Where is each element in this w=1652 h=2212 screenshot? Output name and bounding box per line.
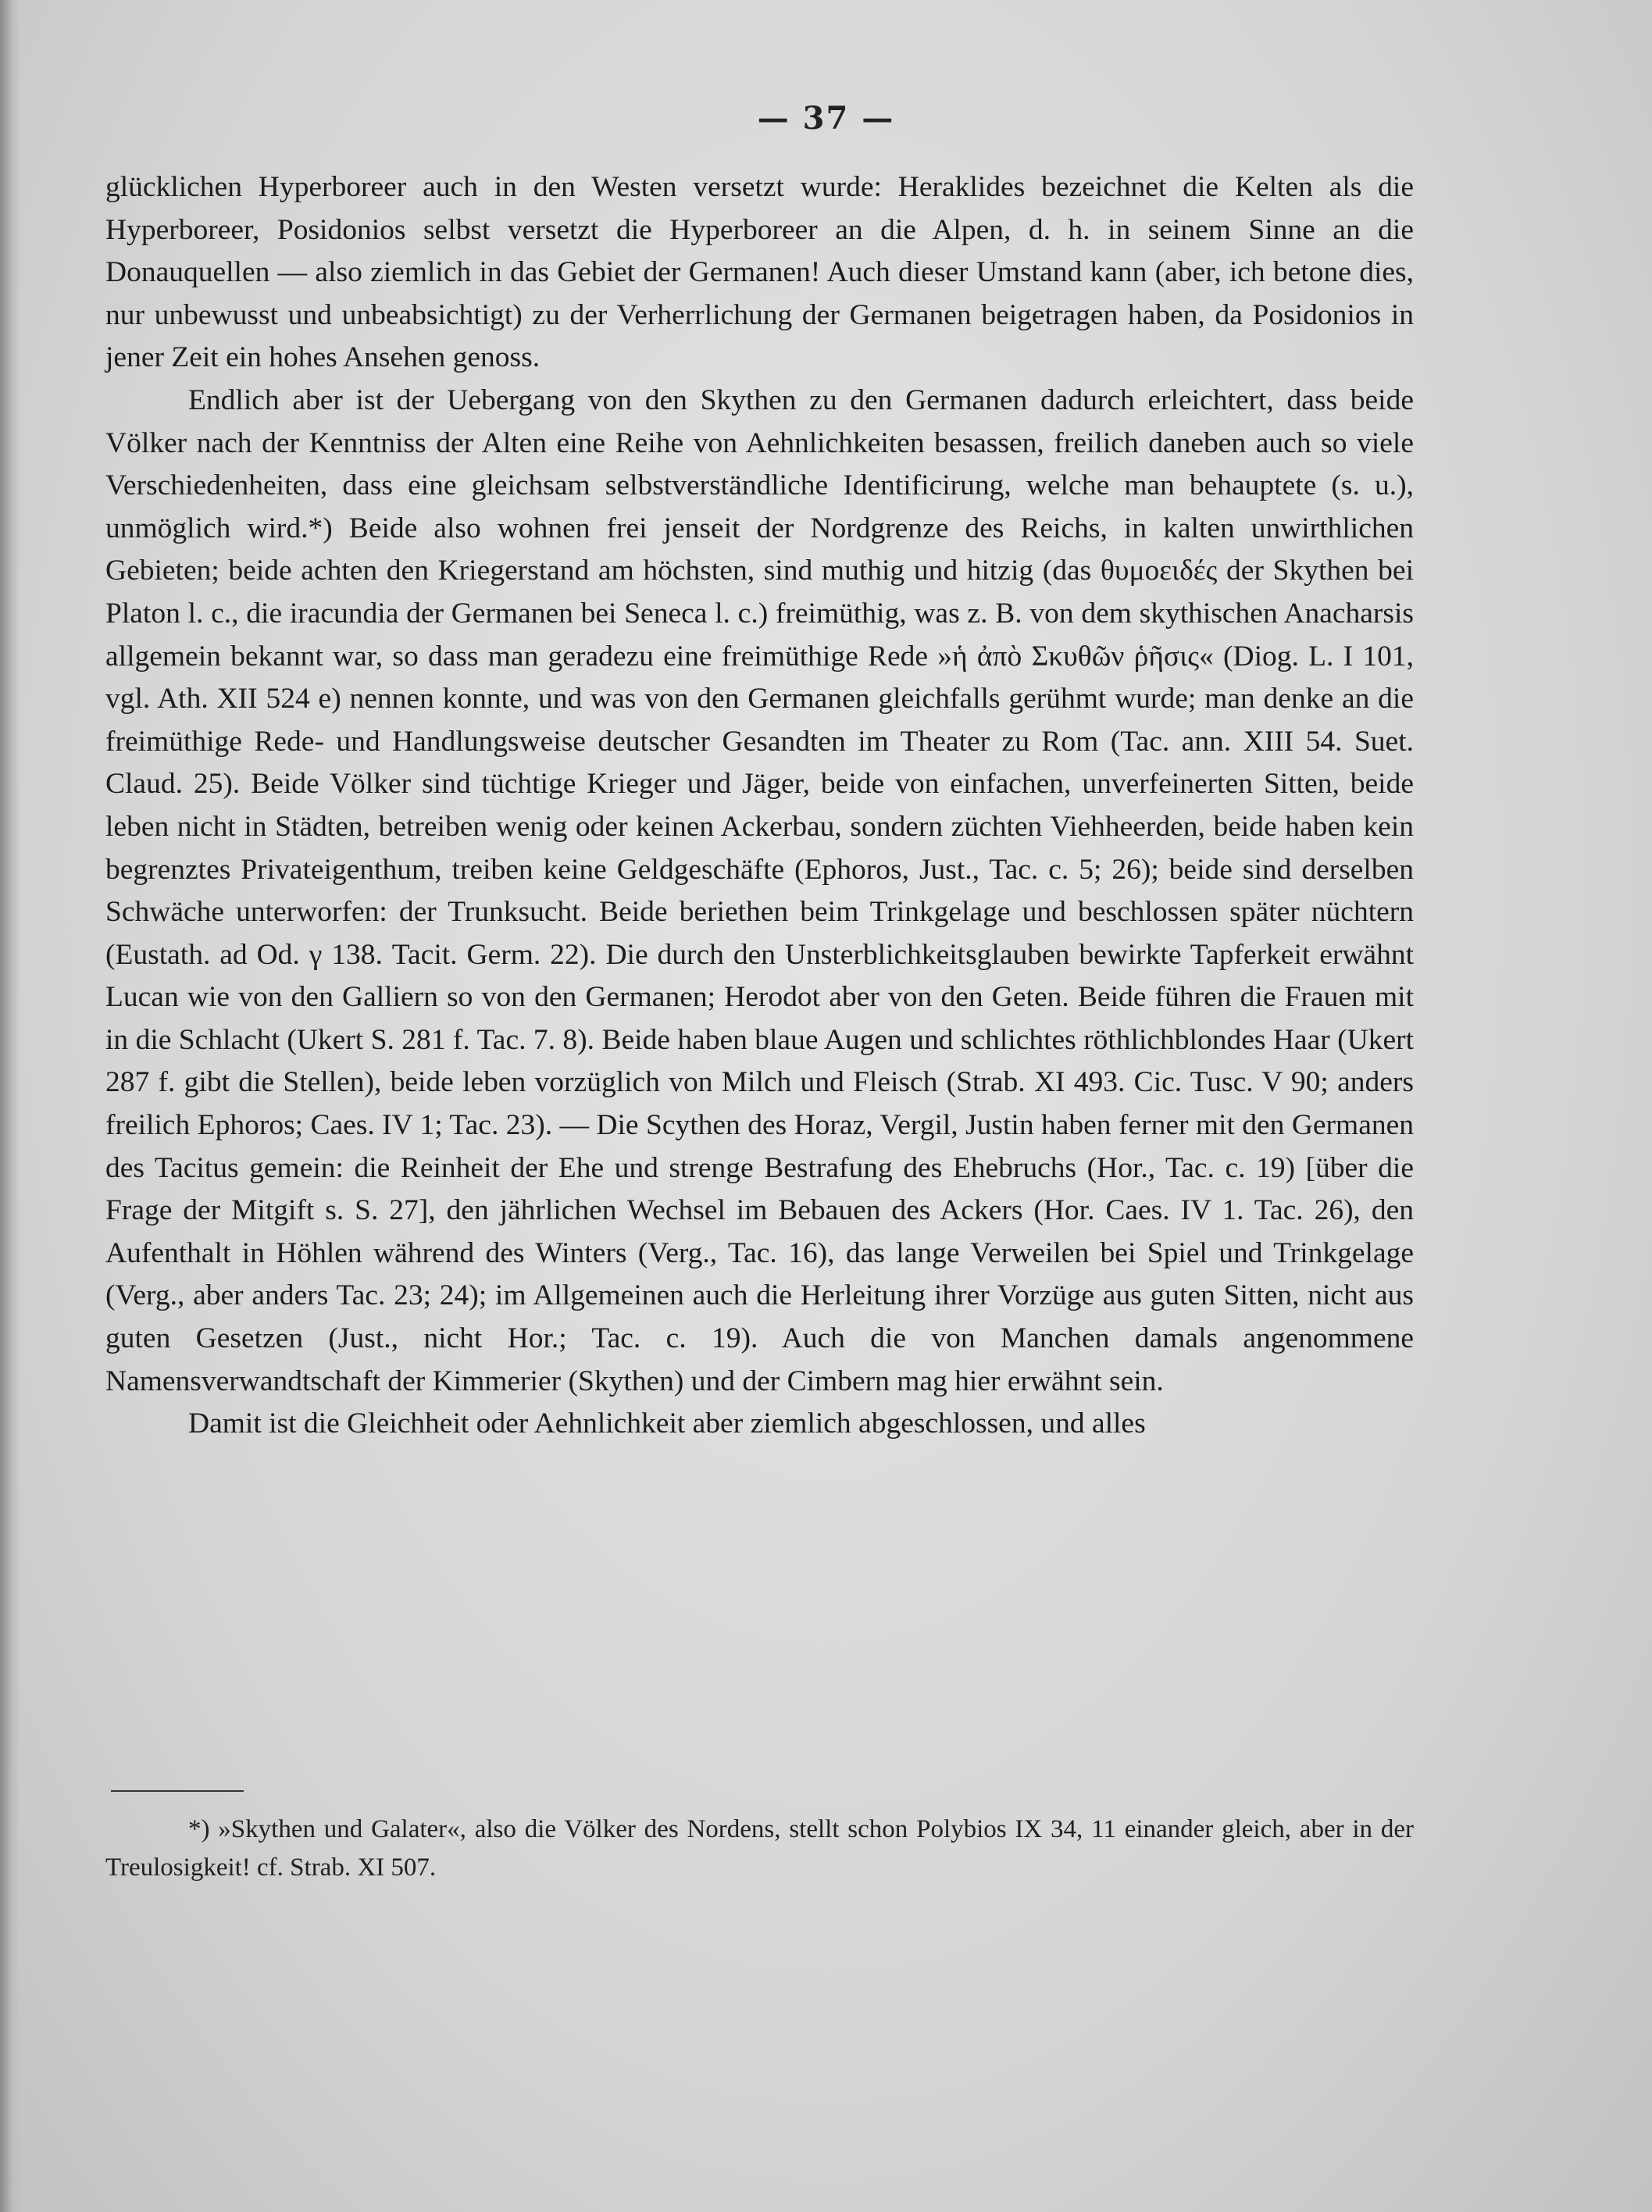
main-text: [105, 166, 1414, 1446]
paragraph-2: Endlich aber ist der Uebergang von den Skythen zu den Germanen dadurch erleichtert, dass beide Völker nach der Kenntniss der Alten eine Reihe von Aehnlichkeiten besassen, freilich daneben auch so viele Verschiedenheiten, dass eine gleichsam selbstverständliche Identificirung, welche man behauptete (s. u.), unmöglich wird.*) Beide also wohnen frei jenseit der Nordgrenze des Reichs, in kalten unwirthlichen Gebieten; beide achten den Kriegerstand am höchsten, sind muthig und hitzig (das θυμοειδές der Skythen bei Platon l. c., die iracundia der Germanen bei Seneca l. c.) freimüthig, was z. B. von dem skythischen Anacharsis allgemein bekannt war, so dass man geradezu eine freimüthige Rede »ἡ ἀπὸ Σκυθῶν ῥῆσις« (Diog. L. I 101, vgl. Ath. XII 524 e) nennen konnte, und was von den Germanen gleichfalls gerühmt wurde; man denke an die freimüthige Rede- und Handlungsweise deutscher Gesandten im Theater zu Rom (Tac. ann. XIII 54. Suet. Claud. 25). Beide Völker sind tüchtige Krieger und Jäger, beide von einfachen, unverfeinerten Sitten, beide leben nicht in Städten, betreiben wenig oder keinen Ackerbau, sondern züchten Viehheerden, beide haben kein begrenztes Privateigenthum, treiben keine Geldgeschäfte (Ephoros, Just., Tac. c. 5; 26); beide sind derselben Schwäche unterworfen: der Trunksucht. Beide beriethen beim Trinkgelage und beschlossen später nüchtern (Eustath. ad Od. γ 138. Tacit. Germ. 22). Die durch den Unsterblichkeitsglauben bewirkte Tapferkeit erwähnt Lucan wie von den Galliern so von den Germanen; Herodot aber von den Geten. Beide führen die Frauen mit in die Schlacht (Ukert S. 281 f. Tac. 7. 8). Beide haben blaue Augen und schlichtes röthlichblondes Haar (Ukert 287 f. gibt die Stellen), beide leben vorzüglich von Milch und Fleisch (Strab. XI 493. Cic. Tusc. V 90; anders freilich Ephoros; Caes. IV 1; Tac. 23). — Die Scythen des Horaz, Vergil, Justin haben ferner mit den Germanen des Tacitus gemein: die Reinheit der Ehe und strenge Bestrafung des Ehebruchs (Hor., Tac. c. 19) [über die Frage der Mitgift s. S. 27], den jährlichen Wechsel im Bebauen des Ackers (Hor. Caes. IV 1. Tac. 26), den Aufenthalt in Höhlen während des Winters (Verg., Tac. 16), das lange Verweilen bei Spiel und Trinkgelage (Verg., aber anders Tac. 23; 24); im Allgemeinen auch die Herleitung ihrer Vorzüge aus guten Sitten, nicht aus guten Gesetzen (Just., nicht Hor.; Tac. c. 19). Auch die von Manchen damals angenommene Namensverwandtschaft der Kimmerier (Skythen) und der Cimbern mag hier erwähnt sein.: [105, 384, 1414, 1397]
paragraph-3: Damit ist die Gleichheit oder Aehnlichkeit aber ziemlich abgeschlossen, und alles: [188, 1407, 1146, 1440]
page-edge-shadow: [0, 0, 20, 2212]
paragraph-1: glücklichen Hyperboreer auch in den Westen versetzt wurde: Heraklides bezeichnet die Kelten als die Hyperboreer, Posidonios selbst versetzt die Hyperboreer an die Alpen, d. h. in seinem Sinne an die Donauquellen — also ziemlich in das Gebiet der Germanen! Auch dieser Umstand kann (aber, ich betone dies, nur unbewusst und unbeabsichtigt) zu der Verherrlichung der Germanen beigetragen haben, da Posidonios in jener Zeit ein hohes Ansehen genoss.: [105, 171, 1414, 374]
page-number: — 37 —: [757, 100, 895, 137]
footnote-separator: [111, 1790, 244, 1792]
footnote: *) »Skythen und Galater«, also die Völker des Nordens, stellt schon Polybios IX 34, 11 einander gleich, aber in der Treulosigkeit! cf. Strab. XI 507.: [105, 1815, 1414, 1882]
